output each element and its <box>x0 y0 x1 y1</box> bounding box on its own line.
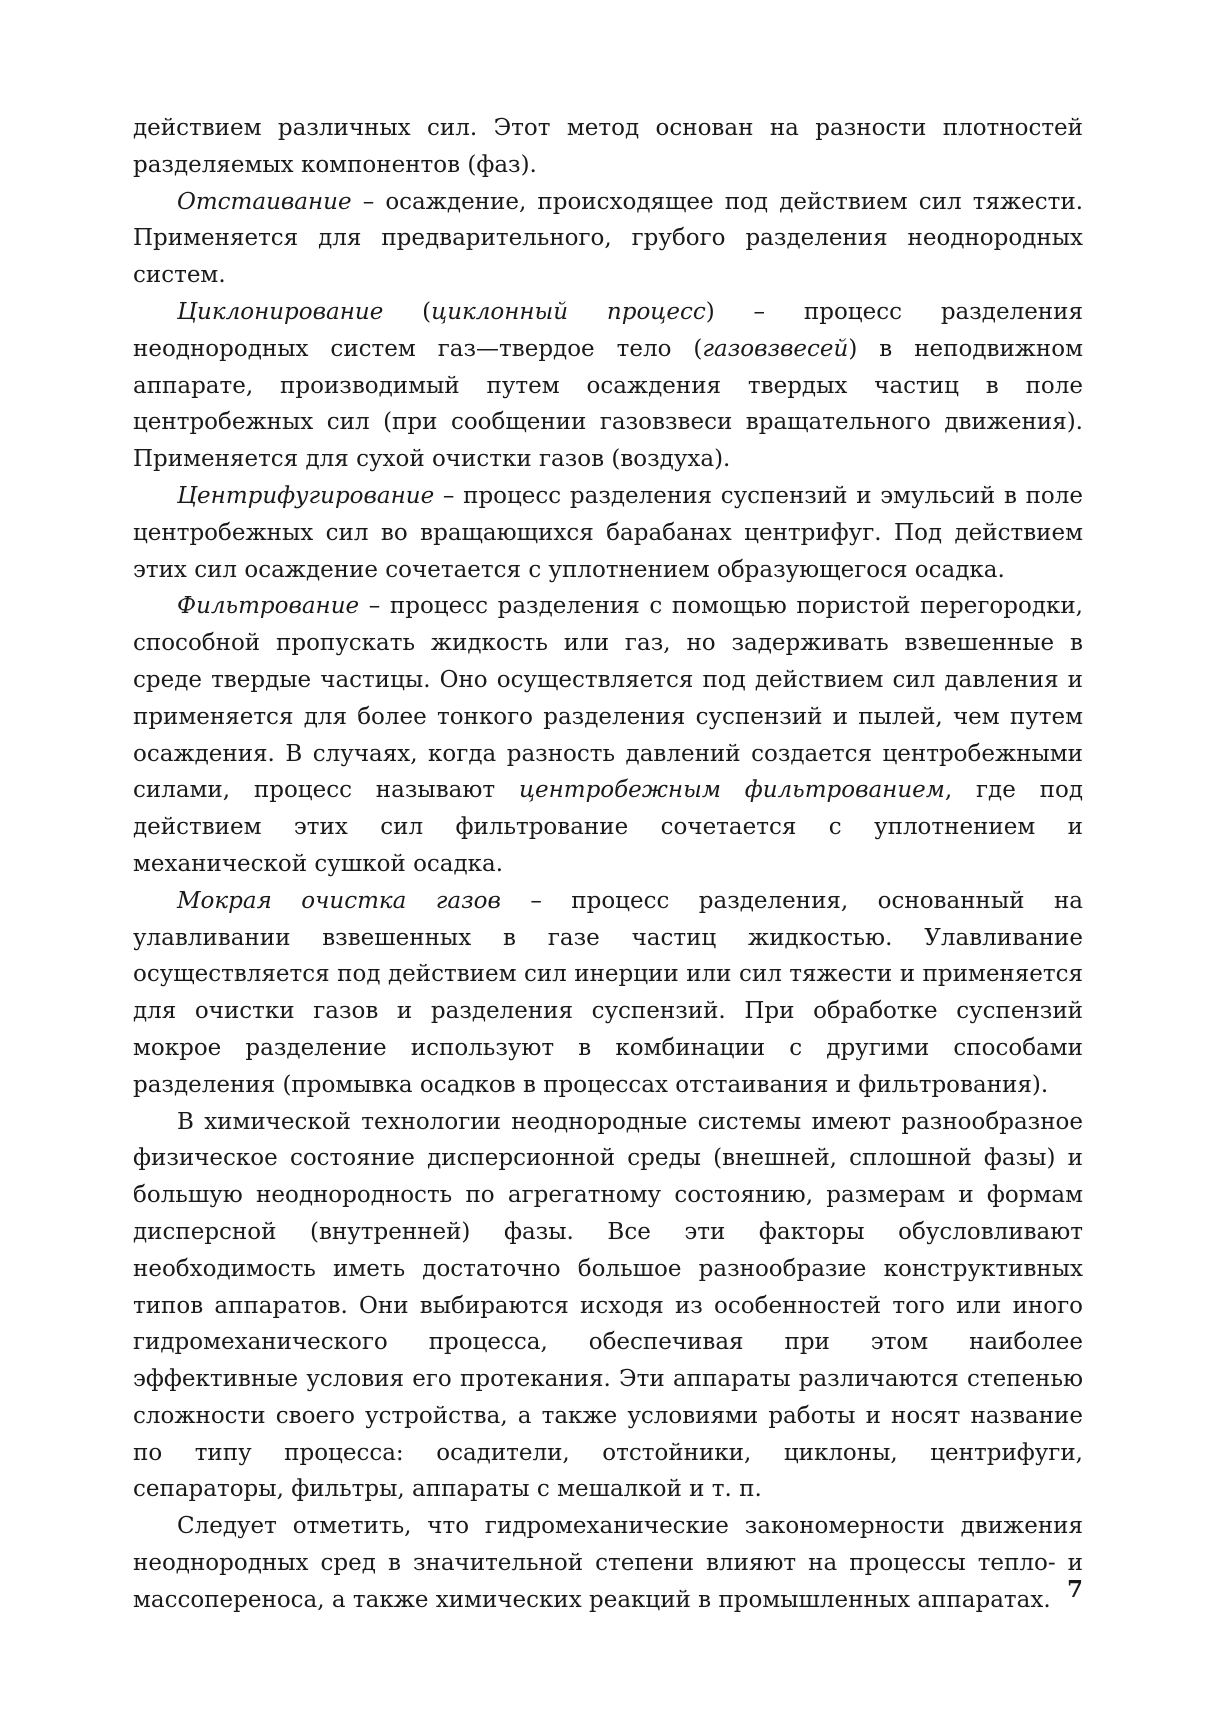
page-number: 7 <box>1066 1576 1083 1603</box>
term-settling: Отстаивание <box>177 188 352 215</box>
paragraph-cyclone-text-2: ) – процесс разделения неоднородных систем газ—твердое тело ( <box>133 298 1083 362</box>
paragraph-filtration-text-1: – процесс разделения с помощью пористой перегородки, способной пропускать жидкость или газ, но задерживать взвешенные в среде твердые частицы. Оно осуществляется под действием сил давления и применяется для более тонкого разделения суспензий и пылей, чем путем осаждения. В случаях, когда разность давлений создается центробежными силами, процесс называют <box>133 593 1083 804</box>
paragraph-centrifugation <box>133 478 1083 588</box>
term-wet-cleaning: Мокрая очистка газов <box>177 887 501 914</box>
term-centrifugal-filtration: центробежным фильтрованием <box>518 777 945 804</box>
paragraph-wet-cleaning <box>133 883 1083 1104</box>
paragraph-continuation: действием различных сил. Этот метод основан на разности плотностей разделяемых компонентов (фаз). <box>133 115 1083 178</box>
paragraph-cyclone <box>133 294 1083 478</box>
term-cyclone-process: циклонный процесс <box>431 298 706 325</box>
paragraph-conclusion: Следует отметить, что гидромеханические закономерности движения неоднородных сред в значительной степени влияют на процессы тепло- и массопереноса, а также химических реакций в промышленных аппаратах. <box>133 1513 1083 1613</box>
page-body <box>133 110 1083 1619</box>
paragraph-filtration <box>133 588 1083 882</box>
paragraph-chemical-technology: В химической технологии неоднородные системы имеют разнообразное физическое состояние дисперсионной среды (внешней, сплошной фазы) и большую неоднородность по агрегатному состоянию, размерам и формам дисперсной (внутренней) фазы. Все эти факторы обусловливают необходимость иметь достаточно большое разнообразие конструктивных типов аппаратов. Они выбираются исходя из особенностей того или иного гидромеханического процесса, обеспечивая при этом наиболее эффективные условия его протекания. Эти аппараты различаются степенью сложности своего устройства, а также условиями работы и носят название по типу процесса: осадители, отстойники, циклоны, центрифуги, сепараторы, фильтры, аппараты с мешалкой и т. п. <box>133 1108 1083 1503</box>
paragraph-filtration-text-2: , где под действием этих сил фильтрование сочетается с уплотнением и механической сушкой осадка. <box>133 777 1083 877</box>
paragraph-cyclone-text-3: ) в неподвижном аппарате, производимый путем осаждения твердых частиц в поле центробежных сил (при сообщении газовзвеси вращательного движения). Применяется для сухой очистки газов (воздуха). <box>133 335 1083 473</box>
paragraph-settling <box>133 184 1083 294</box>
paragraph-wet-cleaning-text: – процесс разделения, основанный на улавливании взвешенных в газе частиц жидкостью. Улавливание осуществляется под действием сил инерции или сил тяжести и применяется для очистки газов и разделения суспензий. При обработке суспензий мокрое разделение используют в комбинации с другими способами разделения (промывка осадков в процессах отстаивания и фильтрования). <box>133 887 1083 1098</box>
term-gas-suspension: газовзвесей <box>702 335 849 362</box>
paragraph-settling-text: – осаждение, происходящее под действием сил тяжести. Применяется для предварительного, грубого разделения неоднородных систем. <box>133 188 1083 289</box>
term-filtration: Фильтрование <box>177 593 360 620</box>
term-cyclone: Циклонирование <box>177 298 384 325</box>
paragraph-cyclone-text-1: ( <box>383 298 432 325</box>
term-centrifugation: Центрифугирование <box>177 482 435 509</box>
paragraph-centrifugation-text: – процесс разделения суспензий и эмульсий в поле центробежных сил во вращающихся барабанах центрифуг. Под действием этих сил осаждение сочетается с уплотнением образующегося осадка. <box>133 482 1083 583</box>
